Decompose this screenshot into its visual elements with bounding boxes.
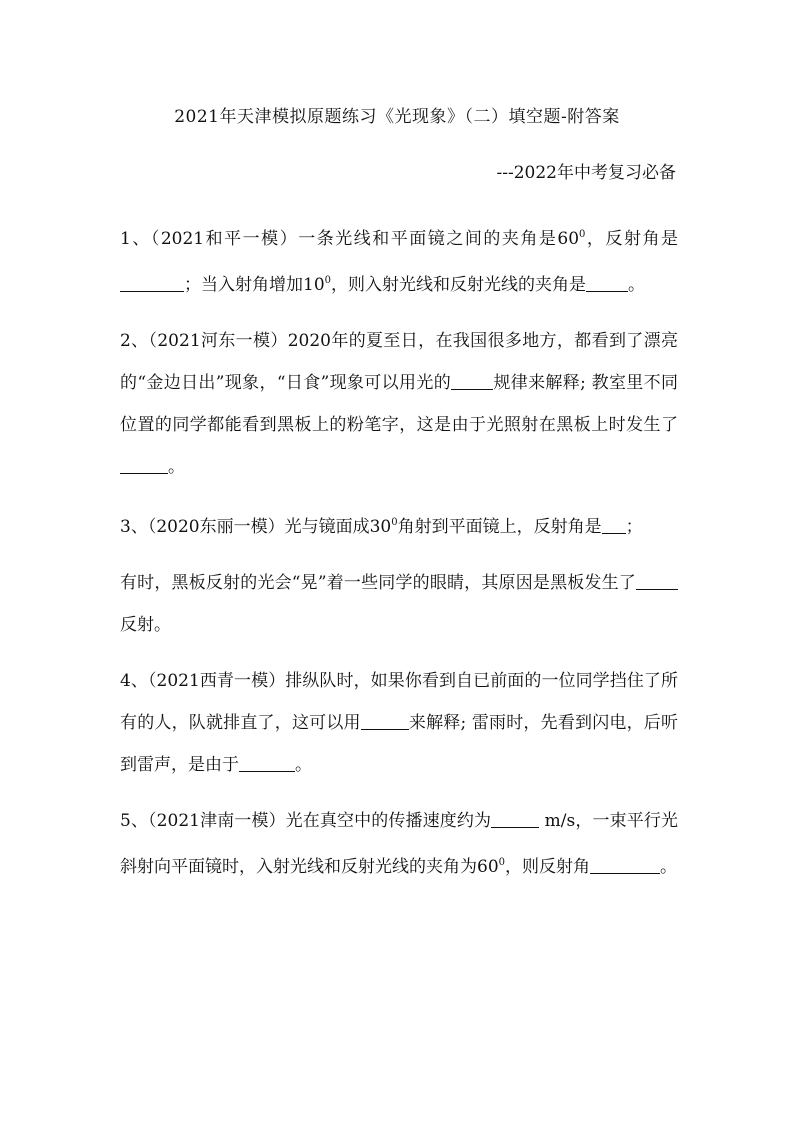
question-5: 5、（2021津南一模）光在真空中的传播速度约为 m/s，一束平行光斜射向平面镜时，入射光线和反射光线的夹角为$60^0$，则反射角 。 <box>120 811 678 877</box>
question-4: 4、（2021西青一模）排纵队时，如果你看到自已前面的一位同学挡住了所有的人，队就排直了，这可以用 来解释; 雷雨时，先看到闪电，后听到雷声，是由于 。 <box>120 671 678 775</box>
document-subtitle: ---2022年中考复习必备 <box>496 163 676 183</box>
answer-blank-2b[interactable] <box>120 456 168 474</box>
document-title: 2021年天津模拟原题练习《光现象》（二）填空题-附答案 <box>174 107 620 127</box>
answer-blank-3b[interactable] <box>636 572 678 590</box>
question-list <box>120 214 678 888</box>
answer-blank-4b[interactable] <box>239 754 295 772</box>
question-3-continued: 有时，黑板反射的光会“晃”着一些同学的眼睛，其原因是黑板发生了反射。 <box>120 562 678 646</box>
answer-blank-5a[interactable] <box>491 810 539 828</box>
answer-blank-2a[interactable] <box>451 372 493 390</box>
answer-blank-5b[interactable] <box>590 856 660 874</box>
answer-blank-1b[interactable] <box>586 274 628 292</box>
question-2: 2、（2021河东一模）2020年的夏至日，在我国很多地方，都看到了漂亮的“金边日出”现象，“日食”现象可以用光的 规律来解释; 教室里不同位置的同学都能看到黑板上的粉笔字，这是由于光照射在黑板上时发生了。 <box>120 331 678 477</box>
question-3: 3、（2020东丽一模）光与镜面成$30^0$角射到平面镜上，反射角是 ； <box>120 517 643 537</box>
answer-blank-3a[interactable] <box>602 516 626 534</box>
answer-blank-1a[interactable] <box>120 274 184 292</box>
answer-blank-4a[interactable] <box>361 712 409 730</box>
question-1: 1、（2021和平一模）一条光线和平面镜之间的夹角是$60^0$，反射角是；当入射角增加$10^0$，则入射光线和反射光线的夹角是 。 <box>120 229 678 295</box>
